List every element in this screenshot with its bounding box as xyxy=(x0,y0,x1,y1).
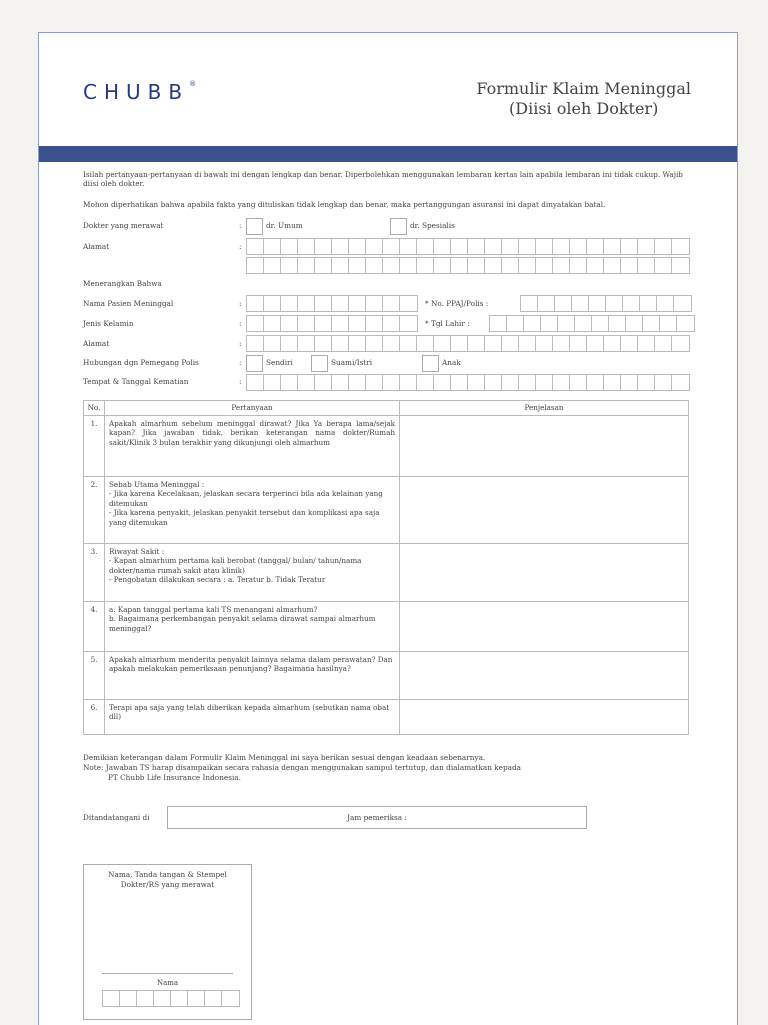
specialist-label: dr. Spesialis xyxy=(410,221,455,230)
name-label: Nama xyxy=(156,979,179,987)
signature-stamp-box[interactable] xyxy=(83,864,252,1020)
patient-address-label: Alamat xyxy=(83,339,110,348)
gender-label: Jenis Kelamin xyxy=(83,319,134,328)
doctor-address-label: Alamat xyxy=(83,242,110,251)
row-no: 6. xyxy=(84,699,105,734)
table-row xyxy=(84,699,689,734)
intro-warning: Mohon diperhatikan bahwa apabila fakta yang dituliskan tidak lengkap dan benar, maka pertanggungan asuransi ini dapat dinyatakan batal. xyxy=(83,200,606,209)
row-question: Apakah almarhum sebelum meninggal dirawat? Jika Ya berapa lama/sejak kapan? Jika jawaban tidak, berikan keterangan nama dokter/Rumah sakit/Klinik 3 bulan terakhir yang dikunjungi oleh almarhum xyxy=(105,415,400,476)
patient-address-field[interactable] xyxy=(246,335,690,350)
spouse-label: Suami/Istri xyxy=(331,358,373,367)
spouse-checkbox[interactable] xyxy=(311,355,328,372)
answer-cell[interactable] xyxy=(400,543,689,601)
questions-table xyxy=(83,400,689,735)
doctor-address-field-2[interactable] xyxy=(246,257,690,272)
chubb-logo: CHUBB® xyxy=(83,80,197,104)
signed-at-field[interactable] xyxy=(167,806,587,829)
relationship-label: Hubungan dgn Pemegang Polis xyxy=(83,358,199,367)
child-label: Anak xyxy=(442,358,461,367)
doctor-label: Dokter yang merawat xyxy=(83,221,164,230)
signature-line xyxy=(102,973,233,974)
dob-label: * Tgl Lahir : xyxy=(425,319,470,328)
patient-section-label: Menerangkan Bahwa xyxy=(83,279,162,288)
exam-time-label: Jam pemeriksa : xyxy=(347,813,407,822)
policy-no-label: * No. PPAJ/Polis : xyxy=(425,299,489,308)
answer-cell[interactable] xyxy=(400,601,689,651)
row-no: 4. xyxy=(84,601,105,651)
patient-name-field[interactable] xyxy=(246,295,418,310)
death-place-date-field[interactable] xyxy=(246,374,690,389)
table-row xyxy=(84,543,689,601)
col-no-header: No. xyxy=(84,401,105,416)
row-no: 5. xyxy=(84,651,105,699)
form-title xyxy=(476,79,691,119)
form-title-line1: Formulir Klaim Meninggal xyxy=(476,79,691,98)
row-question: Riwayat Sakit : - Kapan almarhum pertama kali berobat (tanggal/ bulan/ tahun/nama dokter/nama rumah sakit atau klinik) - Pengobatan dilakukan secara : a. Teratur b. Tidak Teratur xyxy=(105,543,400,601)
row-question: Terapi apa saja yang telah diberikan kepada almarhum (sebutkan nama obat dll) xyxy=(105,699,400,734)
confidential-note-addressee: PT Chubb Life Insurance Indonesia. xyxy=(108,773,241,782)
patient-name-label: Nama Pasien Meninggal xyxy=(83,299,174,308)
answer-cell[interactable] xyxy=(400,415,689,476)
signature-label: Nama, Tanda tangan & Stempel Dokter/RS yang merawat xyxy=(108,870,227,889)
table-row xyxy=(84,601,689,651)
table-row xyxy=(84,476,689,543)
col-answer-header: Penjelasan xyxy=(400,401,689,416)
death-place-date-label: Tempat & Tanggal Kematian xyxy=(83,377,189,386)
self-checkbox[interactable] xyxy=(246,355,263,372)
row-no: 2. xyxy=(84,476,105,543)
name-field[interactable] xyxy=(102,990,240,1005)
signed-at-label: Ditandatangani di xyxy=(83,813,150,822)
row-no: 3. xyxy=(84,543,105,601)
answer-cell[interactable] xyxy=(400,699,689,734)
general-doctor-checkbox[interactable] xyxy=(246,218,263,235)
row-question: a. Kapan tanggal pertama kali TS menangani almarhum? b. Bagaimana perkembangan penyakit selama dirawat sampai almarhum meninggal? xyxy=(105,601,400,651)
declaration-statement: Demikian keterangan dalam Formulir Klaim Meninggal ini saya berikan sesuai dengan keadaan sebenarnya. xyxy=(83,753,486,762)
policy-no-field[interactable] xyxy=(520,295,692,310)
row-question: Apakah almarhum menderita penyakit lainnya selama dalam perawatan? Dan apakah melakukan pemeriksaan penunjang? Bagaimana hasilnya? xyxy=(105,651,400,699)
general-doctor-label: dr. Umum xyxy=(266,221,303,230)
row-question: Sebab Utama Meninggal : - Jika karena Kecelakaan, jelaskan secara terperinci bila ada kelainan yang ditemukan - Jika karena penyakit, jelaskan penyakit tersebut dan komplikasi apa saja yang ditemukan xyxy=(105,476,400,543)
child-checkbox[interactable] xyxy=(422,355,439,372)
dob-field[interactable] xyxy=(489,315,695,330)
claim-form-page: CHUBB® Formulir Klaim Meninggal (Diisi oleh Dokter) Isilah pertanyaan-pertanyaan di bawah ini dengan lengkap dan benar. Diperbolehkan menggunakan lembaran kertas lain apabila lembaran ini tidak cukup. Wajib diisi oleh dokter. Mohon diperhatikan bahwa apabila fakta yang dituliskan tidak lengkap dan benar, maka pertanggungan asuransi ini dapat dinyatakan batal. Dokter yang merawat : dr. Umum dr. Spesialis Alamat : Menerangkan Bahwa Nama Pasien Meninggal : * No. PPAJ/Polis : Jenis Kelamin : * Tgl Lahir : Alamat : Hubungan dgn Pemegang Polis : Sendiri Suami/Istri Anak Tempat & Tanggal Kematian : No. Pertanyaan Penjelasan 1. Apakah almarhum sebelum meninggal dirawat? Jika Ya berapa lama/sejak kapan? Jika jawaban tidak, berikan keterangan nama dokter/Rumah sakit/Klinik 3 bulan terakhir yang dikunjungi oleh almarhum 2. Sebab Utama Meninggal : - Jika karena Kecelakaan, jelaskan secara terperinci bila ada kelainan yang ditemukan - Jika karena penyakit, jelaskan penyakit tersebut dan komplikasi apa saja yang ditemukan 3. Riwayat Sakit : - Kapan almarhum pertama kali berobat (tanggal/ bulan/ tahun/nama dokter/nama rumah sakit atau klinik) - Pengobatan dilakukan secara : a. Teratur b. Tidak Teratur 4. a. Kapan tanggal pertama kali TS menangani almarhum? b. Bagaimana perkembangan penyakit selama dirawat sampai almarhum meninggal? 5. Apakah almarhum menderita penyakit lainnya selama dalam perawatan? Dan apakah melakukan pemeriksaan penunjang? Bagaimana hasilnya? 6. Terapi apa saja yang telah diberikan kepada almarhum (sebutkan nama obat dll) Demikian keterangan dalam Formulir Klaim Meninggal ini saya berikan sesuai dengan keadaan sebenarnya. Note: Jawaban TS harap disampaikan secara rahasia dengan menggunakan sampul tertutup, dan dialamatkan kepada PT Chubb Life Insurance Indonesia. Ditandatangani di Jam pemeriksa : Nama, Tanda tangan & Stempel Dokter/RS yang merawat Nama xyxy=(38,32,738,1025)
form-title-line2: (Diisi oleh Dokter) xyxy=(509,99,659,118)
specialist-checkbox[interactable] xyxy=(390,218,407,235)
answer-cell[interactable] xyxy=(400,476,689,543)
answer-cell[interactable] xyxy=(400,651,689,699)
intro-instructions: Isilah pertanyaan-pertanyaan di bawah ini dengan lengkap dan benar. Diperbolehkan menggunakan lembaran kertas lain apabila lembaran ini tidak cukup. Wajib diisi oleh dokter. xyxy=(83,170,683,188)
row-no: 1. xyxy=(84,415,105,476)
col-question-header: Pertanyaan xyxy=(105,401,400,416)
table-row xyxy=(84,415,689,476)
doctor-address-field-1[interactable] xyxy=(246,238,690,253)
header-bar xyxy=(39,146,737,162)
gender-field[interactable] xyxy=(246,315,418,330)
self-label: Sendiri xyxy=(266,358,293,367)
table-row xyxy=(84,651,689,699)
confidential-note: Note: Jawaban TS harap disampaikan secara rahasia dengan menggunakan sampul tertutup, dan dialamatkan kepada xyxy=(83,763,521,772)
